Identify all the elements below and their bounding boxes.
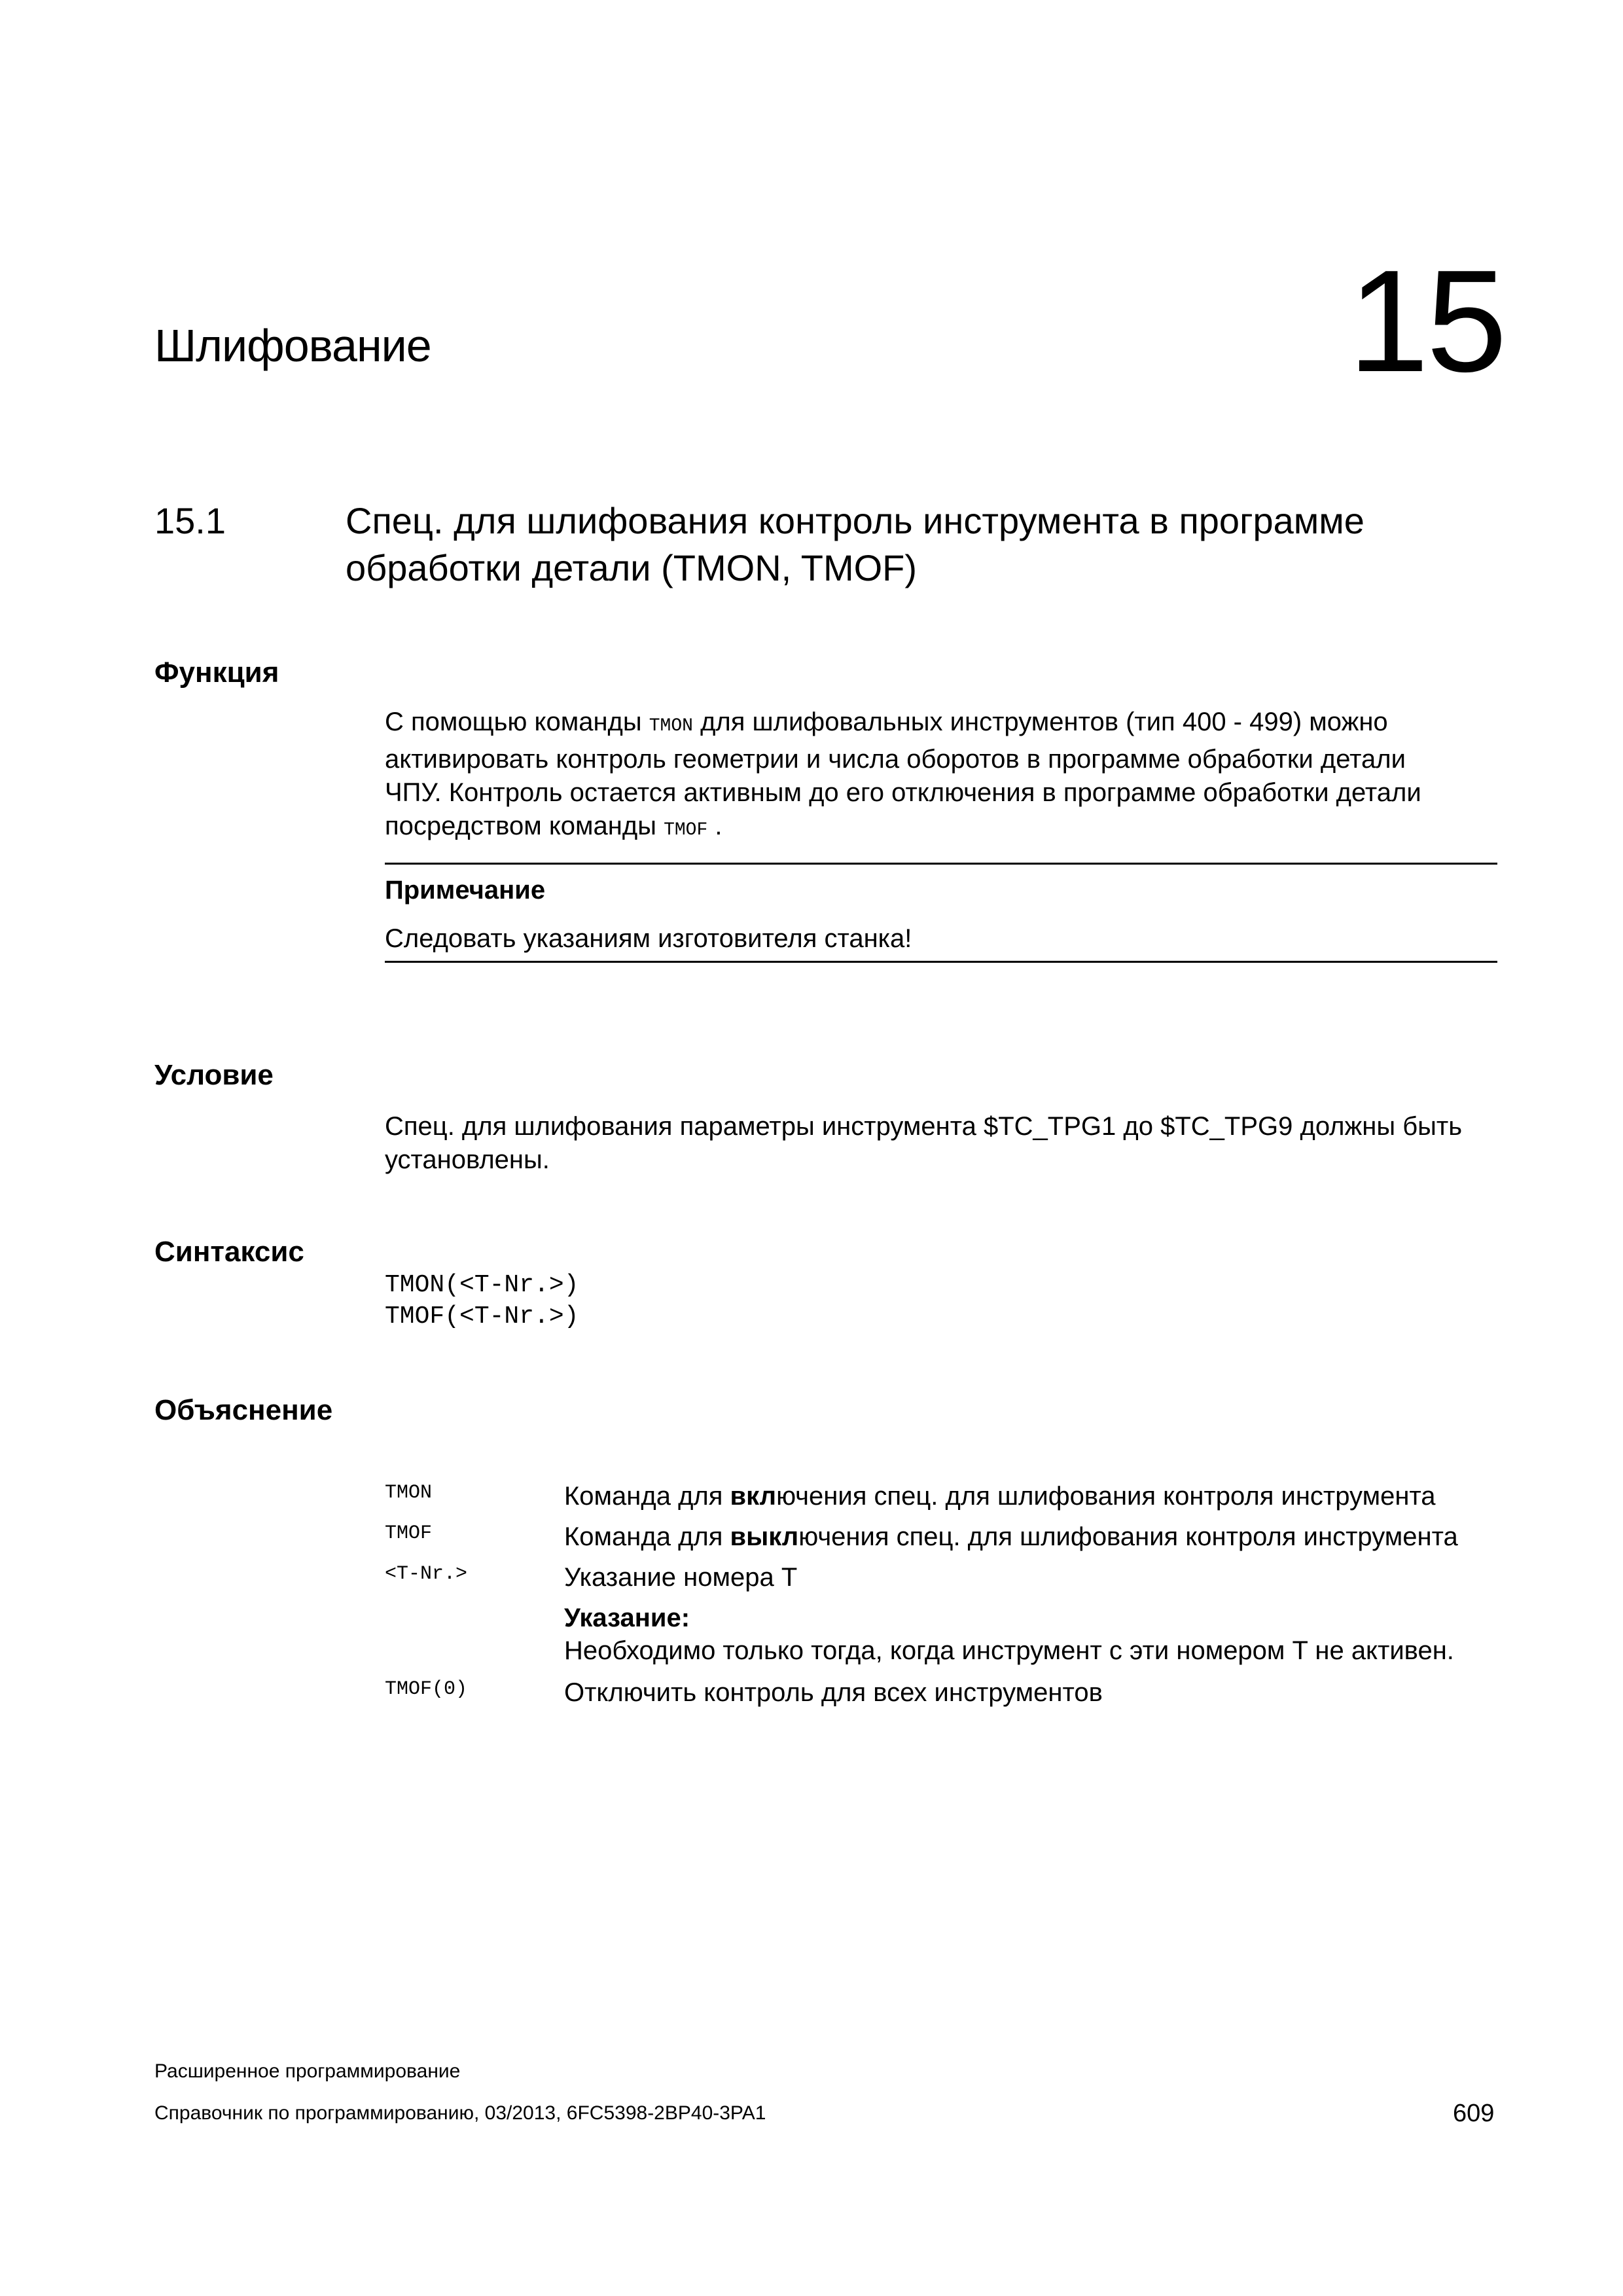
condition-line-2: установлены. <box>385 1145 550 1174</box>
function-line-4-a: посредством команды <box>385 812 664 840</box>
explanation-term-tmon: TMON <box>385 1482 433 1504</box>
function-line-1-b: для шлифовальных инструментов (тип 400 - 499) можно <box>692 708 1388 736</box>
function-line-3: ЧПУ. Контроль остается активным до его отключения в программе обработки детали <box>385 778 1421 807</box>
explanation-hint-text: Необходимо только тогда, когда инструмент с эти номером T не активен. <box>564 1636 1454 1665</box>
function-line-2: активировать контроль геометрии и числа оборотов в программе обработки детали <box>385 745 1406 774</box>
function-line-4 <box>385 810 1497 847</box>
section-number: 15.1 <box>154 500 226 541</box>
explanation-desc-tmon-a: Команда для <box>564 1482 730 1511</box>
footer-book-title: Расширенное программирование <box>154 2060 461 2082</box>
chapter-title: Шлифование <box>154 320 431 371</box>
condition-line-1: Спец. для шлифования параметры инструмента $TC_TPG1 до $TC_TPG9 должны быть <box>385 1112 1463 1141</box>
explanation-desc-tmon-bold: вкл <box>730 1482 777 1511</box>
section-title-line-1: Спец. для шлифования контроль инструмента в программе <box>346 500 1364 541</box>
tmon-inline-code: TMON <box>649 716 693 736</box>
explanation-desc-tmon <box>564 1482 1436 1511</box>
function-paragraph <box>385 706 1497 847</box>
section-title-line-2: обработки детали (TMON, TMOF) <box>346 547 918 588</box>
explanation-term-tmof-0: TMOF(0) <box>385 1678 468 1700</box>
tmof-inline-code: TMOF <box>664 820 708 840</box>
footer-edition: Справочник по программированию, 03/2013, 6FC5398-2BP40-3PA1 <box>154 2102 766 2124</box>
section-title <box>346 497 1471 592</box>
note-heading: Примечание <box>385 876 546 905</box>
function-heading: Функция <box>154 656 279 689</box>
explanation-term-t-nr: <T-Nr.> <box>385 1563 468 1585</box>
explanation-heading: Объяснение <box>154 1394 333 1426</box>
condition-heading: Условие <box>154 1059 274 1091</box>
explanation-hint-heading: Указание: <box>564 1604 690 1632</box>
explanation-desc-tmon-b: ючения спец. для шлифования контроля инструмента <box>776 1482 1436 1511</box>
explanation-desc-tmof <box>564 1522 1458 1552</box>
syntax-line-tmon: TMON(<T-Nr.>) <box>385 1271 579 1299</box>
function-line-1-a: С помощью команды <box>385 708 649 736</box>
explanation-term-tmof: TMOF <box>385 1522 433 1545</box>
explanation-desc-tmof-a: Команда для <box>564 1522 730 1551</box>
syntax-line-tmof: TMOF(<T-Nr.>) <box>385 1302 579 1331</box>
note-bottom-rule <box>385 961 1497 963</box>
note-text: Следовать указаниям изготовителя станка! <box>385 924 912 953</box>
explanation-desc-tmof-bold: выкл <box>730 1522 799 1551</box>
function-line-4-b: . <box>707 812 722 840</box>
explanation-desc-t-nr: Указание номера T <box>564 1563 798 1592</box>
explanation-desc-tmof-b: ючения спец. для шлифования контроля инструмента <box>798 1522 1458 1551</box>
chapter-number: 15 <box>1348 240 1505 403</box>
explanation-desc-tmof-0: Отключить контроль для всех инструментов <box>564 1678 1103 1707</box>
page-number: 609 <box>1453 2100 1495 2127</box>
note-top-rule <box>385 863 1497 865</box>
condition-paragraph <box>385 1110 1497 1177</box>
syntax-heading: Синтаксис <box>154 1236 304 1268</box>
function-line-1 <box>385 706 1497 743</box>
